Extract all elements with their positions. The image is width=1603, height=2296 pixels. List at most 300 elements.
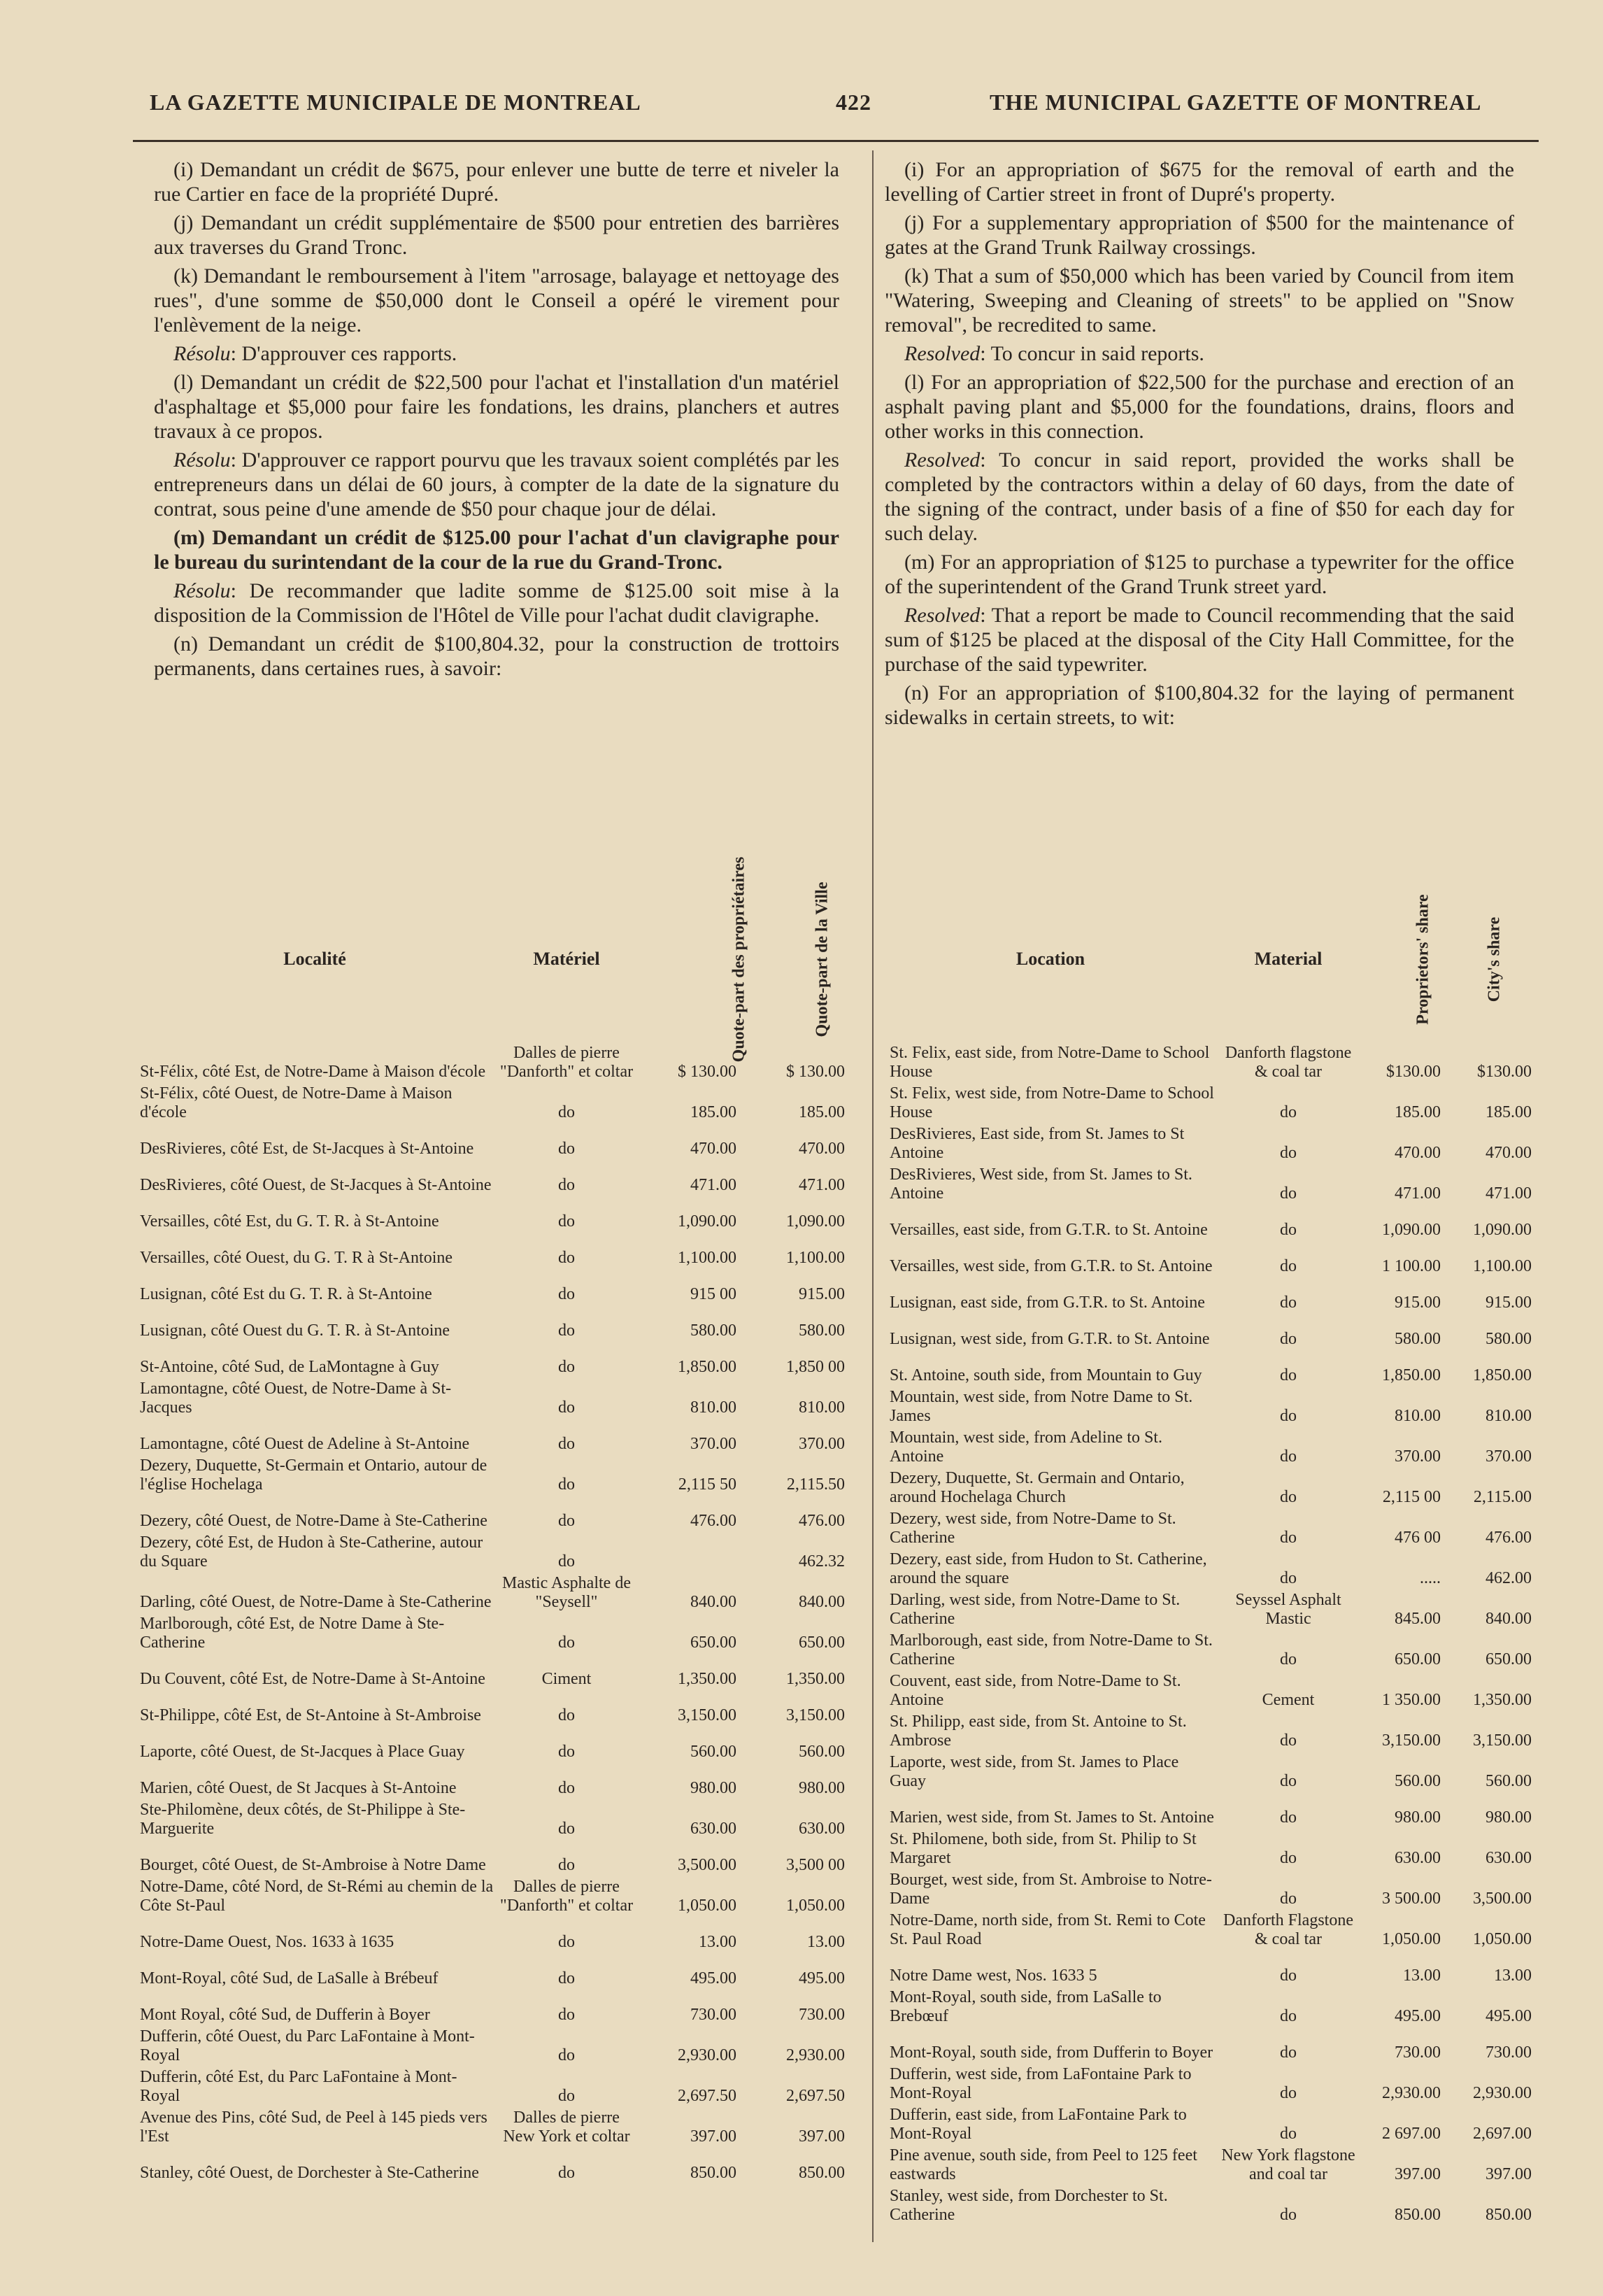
- column-divider: [872, 150, 874, 2242]
- row-material: Cement: [1262, 1691, 1315, 1709]
- row-city-share: 730.00: [1486, 2043, 1532, 2062]
- row-material: do: [558, 2164, 575, 2182]
- row-city-share: 630.00: [1486, 1849, 1532, 1867]
- row-material: do: [558, 1779, 575, 1797]
- row-city-share: 980.00: [1486, 1808, 1532, 1827]
- row-proprietors-share: $ 130.00: [678, 1063, 736, 1081]
- row-location: Dezery, Duquette, St. Germain and Ontario, around Hochelaga Church: [890, 1469, 1185, 1506]
- row-proprietors-share: 3,150.00: [678, 1706, 736, 1724]
- row-city-share: 650.00: [799, 1634, 845, 1652]
- row-location: St-Félix, côté Est, de Notre-Dame à Maison d'école: [140, 1063, 486, 1081]
- en-resolution-label: Resolved: [904, 342, 981, 365]
- row-material: do: [1280, 2125, 1297, 2143]
- row-proprietors-share: 2,115 00: [1382, 1488, 1441, 1506]
- table-row: [883, 1630, 1540, 1671]
- table-row: [883, 1124, 1540, 1164]
- row-location: Stanley, west side, from Dorchester to St. Catherine: [890, 2187, 1168, 2224]
- row-material: do: [558, 1176, 575, 1194]
- table-row: [133, 2067, 853, 2107]
- row-proprietors-share: 730.00: [1395, 2043, 1441, 2062]
- row-proprietors-share: 810.00: [1395, 1407, 1441, 1425]
- row-city-share: 2,697.50: [786, 2087, 845, 2105]
- table-row: [133, 1953, 853, 1990]
- english-column: [885, 157, 1514, 734]
- row-location: DesRivieres, East side, from St. James to St Antoine: [890, 1125, 1185, 1162]
- row-location: Notre-Dame, côté Nord, de St-Rémi au chemin de la Côte St-Paul: [140, 1878, 494, 1915]
- table-row: [883, 1164, 1540, 1205]
- french-column: [154, 157, 839, 685]
- row-city-share: 850.00: [799, 2164, 845, 2182]
- row-city-share: 470.00: [799, 1140, 845, 1158]
- row-city-share: 980.00: [799, 1779, 845, 1797]
- table-row: [883, 1589, 1540, 1630]
- row-location: Dezery, east side, from Hudon to St. Catherine, around the square: [890, 1550, 1207, 1587]
- row-proprietors-share: 650.00: [1395, 1650, 1441, 1668]
- row-material: Mastic Asphalte de "Seysell": [502, 1574, 631, 1611]
- table-row: [883, 1910, 1540, 1950]
- table-row: [133, 1532, 853, 1573]
- row-material: do: [558, 1475, 575, 1494]
- row-location: Dezery, Duquette, St-Germain et Ontario, autour de l'église Hochelaga: [140, 1457, 487, 1494]
- row-proprietors-share: 470.00: [1395, 1144, 1441, 1162]
- row-material: do: [1280, 2084, 1297, 2102]
- row-material: do: [558, 2046, 575, 2064]
- row-material: Dalles de pierre "Danforth" et coltar: [499, 1044, 634, 1081]
- row-material: do: [1280, 1488, 1297, 1506]
- table-row: [883, 1427, 1540, 1468]
- row-material: do: [558, 1743, 575, 1761]
- row-city-share: 2,115.50: [786, 1475, 845, 1494]
- row-city-share: 2,930.00: [1473, 2084, 1532, 2102]
- row-proprietors-share: 1,050.00: [678, 1897, 736, 1915]
- row-material: do: [1280, 1103, 1297, 1121]
- table-row: [883, 2104, 1540, 2145]
- row-location: Darling, côté Ouest, de Notre-Dame à Ste-Catherine: [140, 1593, 492, 1611]
- row-proprietors-share: 185.00: [1395, 1103, 1441, 1121]
- table-header-row: [133, 874, 853, 1042]
- table-row: [133, 1342, 853, 1378]
- table-row: [883, 1314, 1540, 1350]
- table-row: [883, 1387, 1540, 1427]
- row-location: Couvent, east side, from Notre-Dame to St. Antoine: [890, 1672, 1181, 1709]
- row-city-share: 915.00: [1486, 1294, 1532, 1312]
- row-city-share: 1,090.00: [786, 1212, 845, 1231]
- row-city-share: 840.00: [799, 1593, 845, 1611]
- table-row: [133, 1876, 853, 1917]
- row-location: Dezery, west side, from Notre-Dame to St. Catherine: [890, 1510, 1176, 1547]
- rotated-header-label: City's share: [1485, 916, 1504, 1002]
- row-proprietors-share: 370.00: [1395, 1447, 1441, 1466]
- row-material: do: [1280, 1144, 1297, 1162]
- row-proprietors-share: 2,930.00: [1382, 2084, 1441, 2102]
- row-location: St-Philippe, côté Est, de St-Antoine à St-Ambroise: [140, 1706, 481, 1724]
- row-material: Dalles de pierre New York et coltar: [503, 2109, 630, 2146]
- row-city-share: 185.00: [1486, 1103, 1532, 1121]
- sidewalk-table-english: [883, 874, 1540, 2226]
- row-material: do: [558, 1706, 575, 1724]
- row-location: Lusignan, east side, from G.T.R. to St. Antoine: [890, 1294, 1205, 1312]
- table-row: [883, 1241, 1540, 1277]
- row-city-share: 370.00: [1486, 1447, 1532, 1466]
- row-location: Versailles, côté Est, du G. T. R. à St-Antoine: [140, 1212, 439, 1231]
- row-city-share: 580.00: [799, 1321, 845, 1340]
- row-proprietors-share: 2,697.50: [678, 2087, 736, 2105]
- row-proprietors-share: 980.00: [690, 1779, 736, 1797]
- page-number: 422: [836, 90, 871, 115]
- table-row: [883, 1205, 1540, 1241]
- table-row: [883, 1829, 1540, 1869]
- row-location: Pine avenue, south side, from Peel to 125 feet eastwards: [890, 2146, 1197, 2183]
- row-city-share: $ 130.00: [786, 1063, 845, 1081]
- table-row: [133, 1840, 853, 1876]
- row-proprietors-share: 630.00: [690, 1820, 736, 1838]
- row-proprietors-share: 495.00: [690, 1969, 736, 1987]
- row-material: do: [558, 2087, 575, 2105]
- fr-resolution-text: : D'approuver ce rapport pourvu que les travaux soient complétés par les entrepreneurs dans un délai de 60 jours, à compter de la date de la signature du contrat, sous peine d'une amende de $50 pour chaque jour de délai.: [154, 448, 839, 520]
- row-material: do: [1280, 1184, 1297, 1203]
- column-header-location: Location: [1016, 948, 1085, 969]
- row-city-share: 810.00: [1486, 1407, 1532, 1425]
- row-city-share: 1,350.00: [1473, 1691, 1532, 1709]
- row-material: Danforth flagstone & coal tar: [1225, 1044, 1352, 1081]
- row-proprietors-share: 370.00: [690, 1435, 736, 1453]
- row-material: do: [1280, 1366, 1297, 1384]
- row-material: do: [1280, 1808, 1297, 1827]
- row-proprietors-share: 470.00: [690, 1140, 736, 1158]
- row-material: do: [558, 2006, 575, 2024]
- row-proprietors-share: 850.00: [690, 2164, 736, 2182]
- row-location: Lusignan, côté Est du G. T. R. à St-Antoine: [140, 1285, 432, 1303]
- table-row: [883, 2145, 1540, 2185]
- row-proprietors-share: 471.00: [1395, 1184, 1441, 1203]
- row-location: Versailles, west side, from G.T.R. to St. Antoine: [890, 1257, 1213, 1275]
- row-proprietors-share: 1,090.00: [678, 1212, 736, 1231]
- row-material: do: [1280, 1447, 1297, 1466]
- row-material: do: [558, 1212, 575, 1231]
- row-proprietors-share: 845.00: [1395, 1610, 1441, 1628]
- fr-resolution-text: : De recommander que ladite somme de $125.00 soit mise à la disposition de la Commission de l'Hôtel de Ville pour l'achat dudit clavigraphe.: [154, 579, 839, 627]
- row-location: Mountain, west side, from Notre Dame to St. James: [890, 1388, 1193, 1425]
- row-proprietors-share: 1,090.00: [1382, 1221, 1441, 1239]
- row-location: Dezery, côté Ouest, de Notre-Dame à Ste-Catherine: [140, 1512, 487, 1530]
- row-location: Versailles, côté Ouest, du G. T. R à St-Antoine: [140, 1249, 453, 1267]
- row-city-share: 470.00: [1486, 1144, 1532, 1162]
- table-row: [133, 1763, 853, 1799]
- row-location: Ste-Philomène, deux côtés, de St-Philippe à Ste-Marguerite: [140, 1801, 466, 1838]
- row-material: New York flagstone and coal tar: [1221, 2146, 1355, 2183]
- en-resolution-1: [885, 341, 1514, 366]
- row-location: St. Philomene, both side, from St. Philip to St Margaret: [890, 1830, 1197, 1867]
- row-city-share: 850.00: [1486, 2206, 1532, 2224]
- row-city-share: 3,150.00: [786, 1706, 845, 1724]
- row-proprietors-share: 13.00: [699, 1933, 736, 1951]
- row-material: do: [1280, 1407, 1297, 1425]
- row-material: do: [1280, 1294, 1297, 1312]
- row-proprietors-share: $130.00: [1386, 1063, 1441, 1081]
- row-city-share: 915.00: [799, 1285, 845, 1303]
- row-proprietors-share: 3,150.00: [1382, 1731, 1441, 1750]
- row-proprietors-share: 560.00: [1395, 1772, 1441, 1790]
- row-location: Dufferin, east side, from LaFontaine Park to Mont-Royal: [890, 2106, 1187, 2143]
- row-location: Notre Dame west, Nos. 1633 5: [890, 1967, 1097, 1985]
- row-location: Lamontagne, côté Ouest de Adeline à St-Antoine: [140, 1435, 470, 1453]
- row-material: do: [558, 1285, 575, 1303]
- table-row: [133, 1654, 853, 1690]
- table-row: [883, 1508, 1540, 1549]
- row-city-share: 560.00: [799, 1743, 845, 1761]
- row-material: do: [558, 1358, 575, 1376]
- row-location: Bourget, west side, from St. Ambroise to Notre-Dame: [890, 1871, 1212, 1908]
- table-row: [133, 1269, 853, 1305]
- row-location: Marlborough, côté Est, de Notre Dame à Ste-Catherine: [140, 1615, 445, 1652]
- row-material: do: [558, 1969, 575, 1987]
- row-location: Du Couvent, côté Est, de Notre-Dame à St-Antoine: [140, 1670, 485, 1688]
- en-resolution-text: : To concur in said reports.: [980, 342, 1204, 365]
- en-paragraph-l: (l) For an appropriation of $22,500 for the purchase and erection of an asphalt paving plant and $5,000 for the foundations, drains, floors and other works in this connection.: [885, 371, 1514, 443]
- row-proprietors-share: 185.00: [690, 1103, 736, 1121]
- row-material: do: [558, 1249, 575, 1267]
- row-material: do: [1280, 2007, 1297, 2025]
- header-right-title: THE MUNICIPAL GAZETTE OF MONTREAL: [990, 90, 1482, 115]
- row-material: Ciment: [541, 1670, 592, 1688]
- row-location: Mont-Royal, south side, from Dufferin to Boyer: [890, 2043, 1213, 2062]
- table-row: [883, 1792, 1540, 1829]
- row-proprietors-share: 1,350.00: [678, 1670, 736, 1688]
- fr-resolution-2: [154, 448, 839, 521]
- en-resolution-2: [885, 448, 1514, 546]
- row-city-share: 185.00: [799, 1103, 845, 1121]
- row-material: do: [558, 1856, 575, 1874]
- row-city-share: 471.00: [799, 1176, 845, 1194]
- row-location: DesRivieres, côté Est, de St-Jacques à St-Antoine: [140, 1140, 474, 1158]
- row-proprietors-share: 1 350.00: [1382, 1691, 1441, 1709]
- row-material: do: [1280, 1330, 1297, 1348]
- fr-paragraph-l: (l) Demandant un crédit de $22,500 pour l'achat et l'installation d'un matériel d'asphaltage et $5,000 pour faire les fondations, les drains, planchers et autres travaux à ce propos.: [154, 371, 839, 443]
- row-material: Danforth Flagstone & coal tar: [1223, 1911, 1353, 1948]
- fr-paragraph-j: (j) Demandant un crédit supplémentaire de $500 pour entretien des barrières aux traverses du Grand Tronc.: [154, 211, 839, 259]
- row-city-share: 1,100.00: [1473, 1257, 1532, 1275]
- row-city-share: 397.00: [799, 2127, 845, 2146]
- column-header-city-share: [1449, 874, 1540, 1042]
- row-material: do: [558, 1321, 575, 1340]
- row-proprietors-share: 915 00: [690, 1285, 736, 1303]
- row-location: Lamontagne, côté Ouest, de Notre-Dame à St-Jacques: [140, 1380, 452, 1417]
- row-city-share: 495.00: [799, 1969, 845, 1987]
- row-material: do: [558, 1552, 575, 1571]
- row-location: Versailles, east side, from G.T.R. to St. Antoine: [890, 1221, 1208, 1239]
- table-row: [133, 1613, 853, 1654]
- table-row: [133, 1305, 853, 1342]
- row-city-share: 13.00: [807, 1933, 845, 1951]
- row-proprietors-share: 980.00: [1395, 1808, 1441, 1827]
- table-row: [133, 1573, 853, 1613]
- table-row: [133, 1990, 853, 2026]
- row-city-share: 580.00: [1486, 1330, 1532, 1348]
- table-row: [883, 1549, 1540, 1589]
- row-proprietors-share: 3 500.00: [1382, 1890, 1441, 1908]
- table-row: [883, 1468, 1540, 1508]
- row-material: do: [1280, 1772, 1297, 1790]
- row-material: do: [1280, 1731, 1297, 1750]
- row-location: Dufferin, côté Ouest, du Parc LaFontaine à Mont-Royal: [140, 2027, 475, 2064]
- row-city-share: 13.00: [1494, 1967, 1532, 1985]
- row-city-share: 1,100.00: [786, 1249, 845, 1267]
- row-city-share: 2,697.00: [1473, 2125, 1532, 2143]
- header-divider: [133, 140, 1539, 142]
- row-proprietors-share: 1 100.00: [1382, 1257, 1441, 1275]
- row-proprietors-share: 476 00: [1395, 1529, 1441, 1547]
- row-material: do: [1280, 1529, 1297, 1547]
- row-city-share: 3,150.00: [1473, 1731, 1532, 1750]
- row-city-share: 810.00: [799, 1398, 845, 1417]
- table-row: [883, 2027, 1540, 2064]
- row-city-share: 840.00: [1486, 1610, 1532, 1628]
- en-resolution-label: Resolved: [904, 448, 981, 472]
- table-row: [883, 1950, 1540, 1987]
- row-proprietors-share: 580.00: [1395, 1330, 1441, 1348]
- row-location: Darling, west side, from Notre-Dame to St. Catherine: [890, 1591, 1181, 1628]
- row-city-share: 650.00: [1486, 1650, 1532, 1668]
- table-row: [133, 1455, 853, 1496]
- row-location: St-Antoine, côté Sud, de LaMontagne à Guy: [140, 1358, 439, 1376]
- row-proprietors-share: .....: [1420, 1569, 1441, 1587]
- column-header-material: Matériel: [533, 948, 600, 969]
- fr-resolution-3: [154, 579, 839, 628]
- fr-resolution-label: Résolu: [173, 342, 231, 365]
- table-row: [133, 1496, 853, 1532]
- table-row: [883, 1083, 1540, 1124]
- table-row: [133, 1196, 853, 1233]
- row-material: do: [1280, 1967, 1297, 1985]
- row-proprietors-share: 3,500.00: [678, 1856, 736, 1874]
- table-row: [133, 1233, 853, 1269]
- row-proprietors-share: [636, 1532, 745, 1573]
- table-row: [133, 2148, 853, 2184]
- fr-paragraph-m: (m) Demandant un crédit de $125.00 pour l'achat d'un clavigraphe pour le bureau du surintendant de la cour de la rue du Grand-Tronc.: [154, 526, 839, 574]
- table-row: [883, 1042, 1540, 1083]
- row-proprietors-share: 580.00: [690, 1321, 736, 1340]
- row-material: do: [558, 1512, 575, 1530]
- row-proprietors-share: 1,850.00: [1382, 1366, 1441, 1384]
- row-city-share: 1,350.00: [786, 1670, 845, 1688]
- row-proprietors-share: 730.00: [690, 2006, 736, 2024]
- row-material: do: [558, 1820, 575, 1838]
- fr-paragraph-i: (i) Demandant un crédit de $675, pour enlever une butte de terre et niveler la rue Cartier en face de la propriété Dupré.: [154, 158, 839, 206]
- row-proprietors-share: 476.00: [690, 1512, 736, 1530]
- table-row: [883, 1671, 1540, 1711]
- row-proprietors-share: 1,050.00: [1382, 1930, 1441, 1948]
- row-location: Mont-Royal, south side, from LaSalle to Brebœuf: [890, 1988, 1162, 2025]
- row-location: Stanley, côté Ouest, de Dorchester à Ste-Catherine: [140, 2164, 479, 2182]
- row-material: do: [1280, 1650, 1297, 1668]
- table-row: [133, 1799, 853, 1840]
- column-header-proprietors-share: [636, 856, 748, 1062]
- table-row: [133, 2107, 853, 2148]
- row-proprietors-share: 2 697.00: [1382, 2125, 1441, 2143]
- row-location: St. Felix, east side, from Notre-Dame to School House: [890, 1044, 1210, 1081]
- row-city-share: $130.00: [1477, 1063, 1532, 1081]
- en-resolution-label: Resolved: [904, 604, 981, 627]
- row-city-share: 1,850.00: [1473, 1366, 1532, 1384]
- table-row: [133, 1378, 853, 1419]
- row-location: Laporte, west side, from St. James to Place Guay: [890, 1753, 1179, 1790]
- row-location: Avenue des Pins, côté Sud, de Peel à 145 pieds vers l'Est: [140, 2109, 487, 2146]
- table-row: [883, 1987, 1540, 2027]
- row-location: Lusignan, côté Ouest du G. T. R. à St-Antoine: [140, 1321, 450, 1340]
- en-paragraph-n: (n) For an appropriation of $100,804.32 for the laying of permanent sidewalks in certain streets, to wit:: [885, 681, 1514, 729]
- row-material: do: [1280, 1221, 1297, 1239]
- row-location: Laporte, côté Ouest, de St-Jacques à Place Guay: [140, 1743, 465, 1761]
- table-row: [133, 1917, 853, 1953]
- column-header-material: Material: [1254, 948, 1323, 969]
- row-location: DesRivieres, West side, from St. James to St. Antoine: [890, 1165, 1192, 1203]
- row-material: do: [1280, 1890, 1297, 1908]
- table-row: [133, 1727, 853, 1763]
- row-proprietors-share: 840.00: [690, 1593, 736, 1611]
- table-header-row: [883, 874, 1540, 1042]
- row-material: Seyssel Asphalt Mastic: [1235, 1591, 1341, 1628]
- row-city-share: 560.00: [1486, 1772, 1532, 1790]
- fr-paragraph-k: (k) Demandant le remboursement à l'item "arrosage, balayage et nettoyage des rues", d'une somme de $50,000 dont le Conseil a opéré le virement pour l'enlèvement de la neige.: [154, 264, 839, 336]
- fr-resolution-label: Résolu: [173, 448, 231, 472]
- row-proprietors-share: 2,930.00: [678, 2046, 736, 2064]
- row-proprietors-share: 560.00: [690, 1743, 736, 1761]
- row-location: Marien, côté Ouest, de St Jacques à St-Antoine: [140, 1779, 457, 1797]
- row-location: Notre-Dame, north side, from St. Remi to Cote St. Paul Road: [890, 1911, 1206, 1948]
- rotated-header-label: Proprietors' share: [1413, 893, 1432, 1025]
- table-row: [883, 1350, 1540, 1387]
- row-city-share: 397.00: [1486, 2165, 1532, 2183]
- row-location: Dufferin, west side, from LaFontaine Park to Mont-Royal: [890, 2065, 1192, 2102]
- row-proprietors-share: 471.00: [690, 1176, 736, 1194]
- table-row: [133, 1419, 853, 1455]
- row-city-share: 462.32: [799, 1552, 845, 1571]
- en-paragraph-m: (m) For an appropriation of $125 to purchase a typewriter for the office of the superintendent of the Grand Trunk street yard.: [885, 551, 1514, 598]
- row-location: Dufferin, côté Est, du Parc LaFontaine à Mont-Royal: [140, 2068, 457, 2105]
- row-location: Bourget, côté Ouest, de St-Ambroise à Notre Dame: [140, 1856, 486, 1874]
- row-city-share: 462.00: [1486, 1569, 1532, 1587]
- row-material: do: [558, 1634, 575, 1652]
- table-row: [883, 1277, 1540, 1314]
- row-proprietors-share: 2,115 50: [678, 1475, 736, 1494]
- row-city-share: 476.00: [1486, 1529, 1532, 1547]
- row-location: Dezery, côté Est, de Hudon à Ste-Catherine, autour du Square: [140, 1533, 483, 1571]
- row-proprietors-share: 850.00: [1395, 2206, 1441, 2224]
- row-city-share: 1,050.00: [786, 1897, 845, 1915]
- row-location: Lusignan, west side, from G.T.R. to St. Antoine: [890, 1330, 1210, 1348]
- row-material: do: [1280, 1849, 1297, 1867]
- row-city-share: 630.00: [799, 1820, 845, 1838]
- row-city-share: 1,050.00: [1473, 1930, 1532, 1948]
- row-proprietors-share: 397.00: [690, 2127, 736, 2146]
- row-city-share: 1,850 00: [786, 1358, 845, 1376]
- fr-paragraph-n: (n) Demandant un crédit de $100,804.32, pour la construction de trottoirs permanents, dans certaines rues, à savoir:: [154, 632, 839, 680]
- en-resolution-text: : That a report be made to Council recommending that the said sum of $125 be placed at the disposal of the City Hall Committee, for the purchase of the said typewriter.: [885, 604, 1514, 676]
- row-location: Marlborough, east side, from Notre-Dame to St. Catherine: [890, 1631, 1213, 1668]
- header-left-title: LA GAZETTE MUNICIPALE DE MONTREAL: [150, 90, 641, 115]
- sidewalk-table-french: [133, 856, 853, 2184]
- row-proprietors-share: 1,850.00: [678, 1358, 736, 1376]
- row-proprietors-share: 1,100.00: [678, 1249, 736, 1267]
- row-proprietors-share: 810.00: [690, 1398, 736, 1417]
- row-city-share: 2,115.00: [1473, 1488, 1532, 1506]
- en-resolution-3: [885, 603, 1514, 676]
- row-location: St-Félix, côté Ouest, de Notre-Dame à Maison d'école: [140, 1084, 453, 1121]
- row-proprietors-share: 397.00: [1395, 2165, 1441, 2183]
- fr-resolution-label: Résolu: [173, 579, 231, 602]
- row-material: do: [1280, 1569, 1297, 1587]
- row-proprietors-share: 650.00: [690, 1634, 736, 1652]
